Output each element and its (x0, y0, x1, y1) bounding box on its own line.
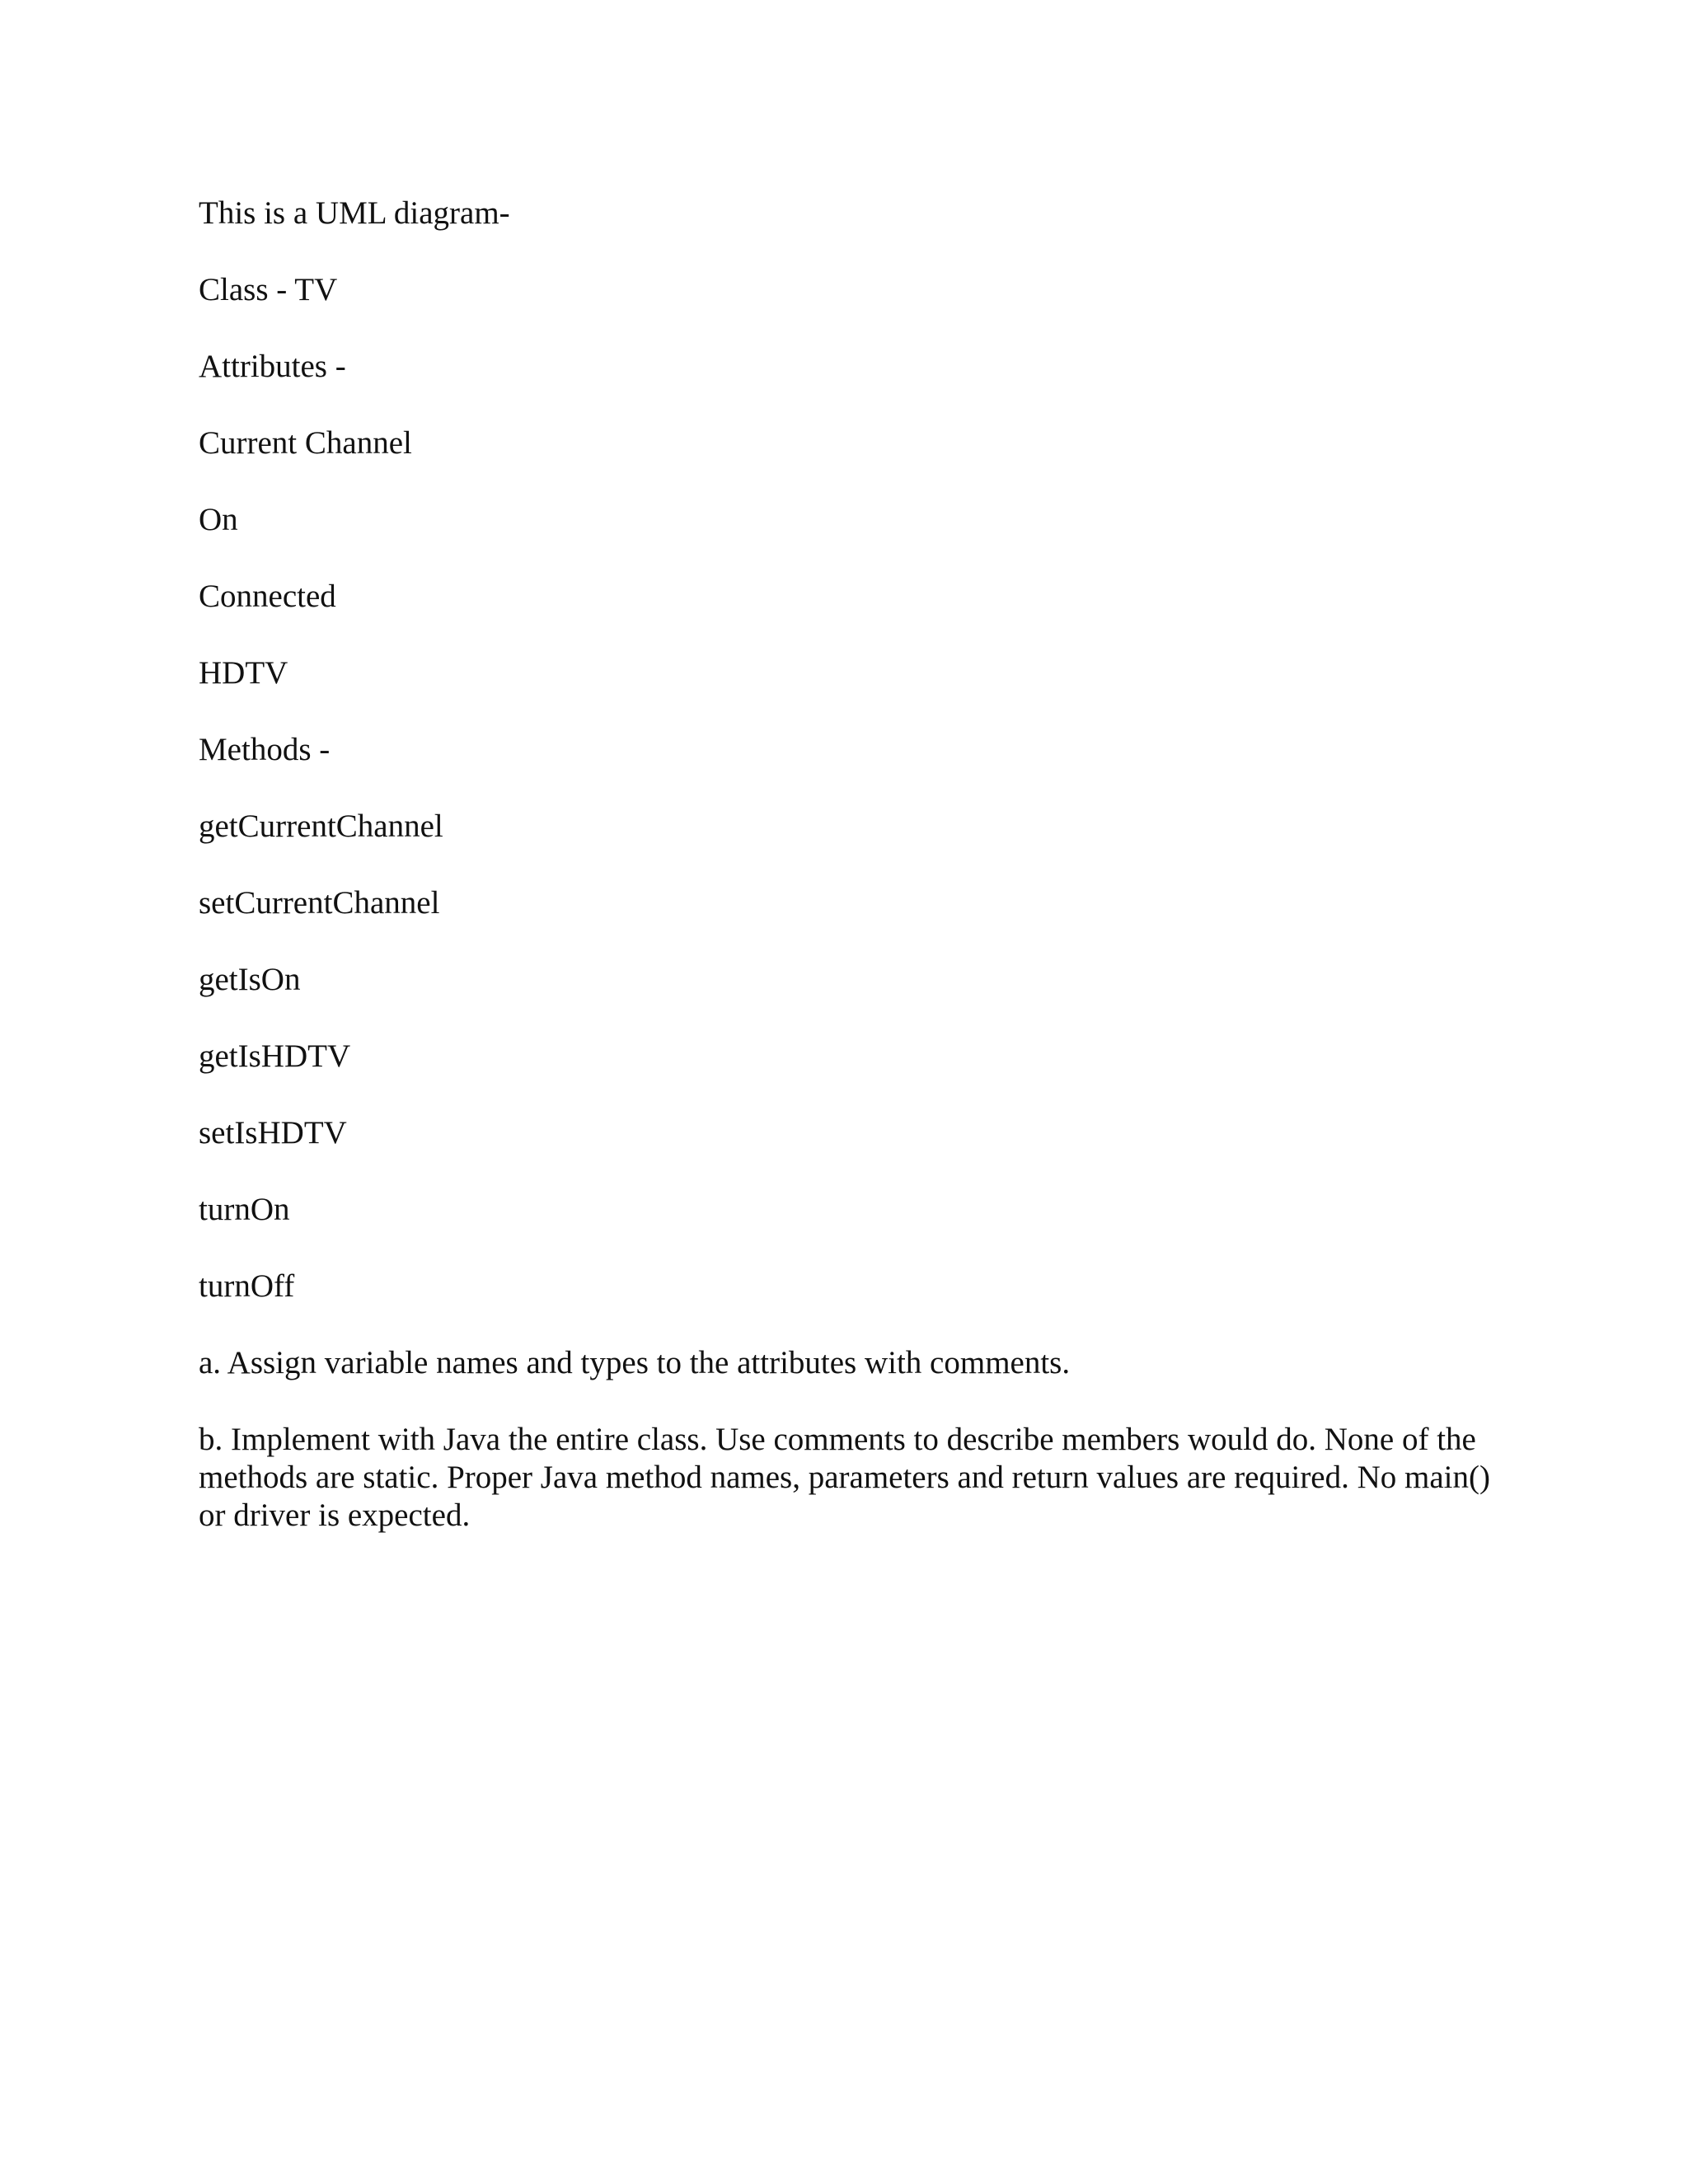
attribute-item: Connected (199, 579, 336, 614)
method-item: getCurrentChannel (199, 808, 443, 844)
question-b: b. Implement with Java the entire class. Use comments to describe members would do. None of the methods are static. Proper Java method names, parameters and return values are required. No main() or driver is expected. (199, 1422, 1490, 1533)
method-item: turnOff (199, 1268, 295, 1304)
methods-heading: Methods - (199, 732, 331, 767)
method-item: setCurrentChannel (199, 885, 440, 921)
question-a: a. Assign variable names and types to the attributes with comments. (199, 1345, 1071, 1380)
attribute-item: HDTV (199, 655, 288, 691)
method-item: getIsHDTV (199, 1038, 351, 1074)
class-name-line: Class - TV (199, 272, 338, 307)
attributes-heading: Attributes - (199, 349, 346, 384)
document-body (199, 194, 1501, 1573)
method-item: turnOn (199, 1192, 290, 1227)
attribute-item: On (199, 502, 238, 537)
method-item: setIsHDTV (199, 1115, 347, 1151)
intro-text: This is a UML diagram- (199, 195, 510, 231)
method-item: getIsOn (199, 962, 301, 997)
attribute-item: Current Channel (199, 425, 412, 461)
